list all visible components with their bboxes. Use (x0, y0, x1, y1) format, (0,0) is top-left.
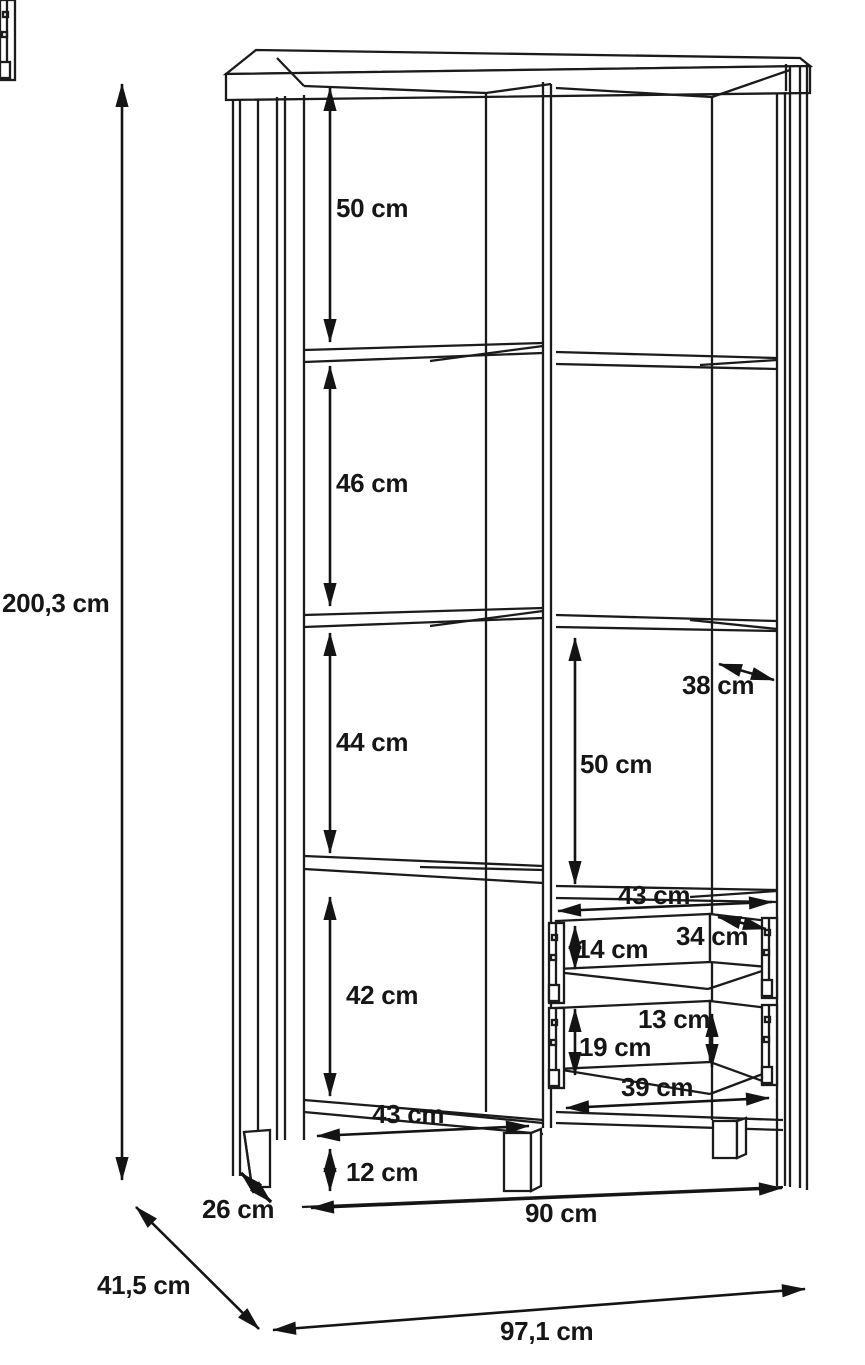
dim-label-right-inner-width: 43 cm (618, 880, 691, 910)
dim-label-drawer-height-14: 14 cm (576, 934, 649, 964)
right-frame (777, 64, 807, 1190)
arrow-total-depth-41-5 (136, 1207, 259, 1329)
dim-label-right-section-50: 50 cm (580, 749, 653, 779)
dim-label-drawer-width-39: 39 cm (621, 1072, 694, 1102)
dim-label-drawer-front-13: 13 cm (638, 1004, 711, 1034)
rail-top-right (762, 918, 777, 998)
rail-bottom-left (549, 1008, 564, 1088)
center-divider (486, 82, 551, 1128)
rail-top-left (549, 923, 564, 1003)
dim-label-left-inner-width: 43 cm (372, 1099, 445, 1129)
dimension-arrows (122, 84, 805, 1330)
dim-label-total-depth: 41,5 cm (97, 1270, 191, 1300)
dim-label-drawer-height-19: 19 cm (579, 1032, 652, 1062)
dim-label-section-3: 44 cm (336, 727, 409, 757)
dim-label-side-depth: 26 cm (202, 1194, 275, 1224)
dim-label-shelf-depth-38: 38 cm (682, 670, 755, 700)
rail-bottom-right (762, 1005, 777, 1085)
dim-label-plinth-height: 12 cm (346, 1157, 419, 1187)
dim-label-section-1: 50 cm (336, 193, 409, 223)
dim-label-inner-width: 90 cm (525, 1198, 598, 1228)
dim-label-total-width: 97,1 cm (500, 1316, 594, 1346)
dim-label-total-height: 200,3 cm (2, 588, 110, 618)
dim-label-section-4: 42 cm (346, 980, 419, 1010)
dim-label-section-2: 46 cm (336, 468, 409, 498)
dim-label-drawer-depth-34: 34 cm (676, 921, 749, 951)
drawer-slide-rail (0, 0, 15, 80)
left-frame (233, 95, 304, 1192)
